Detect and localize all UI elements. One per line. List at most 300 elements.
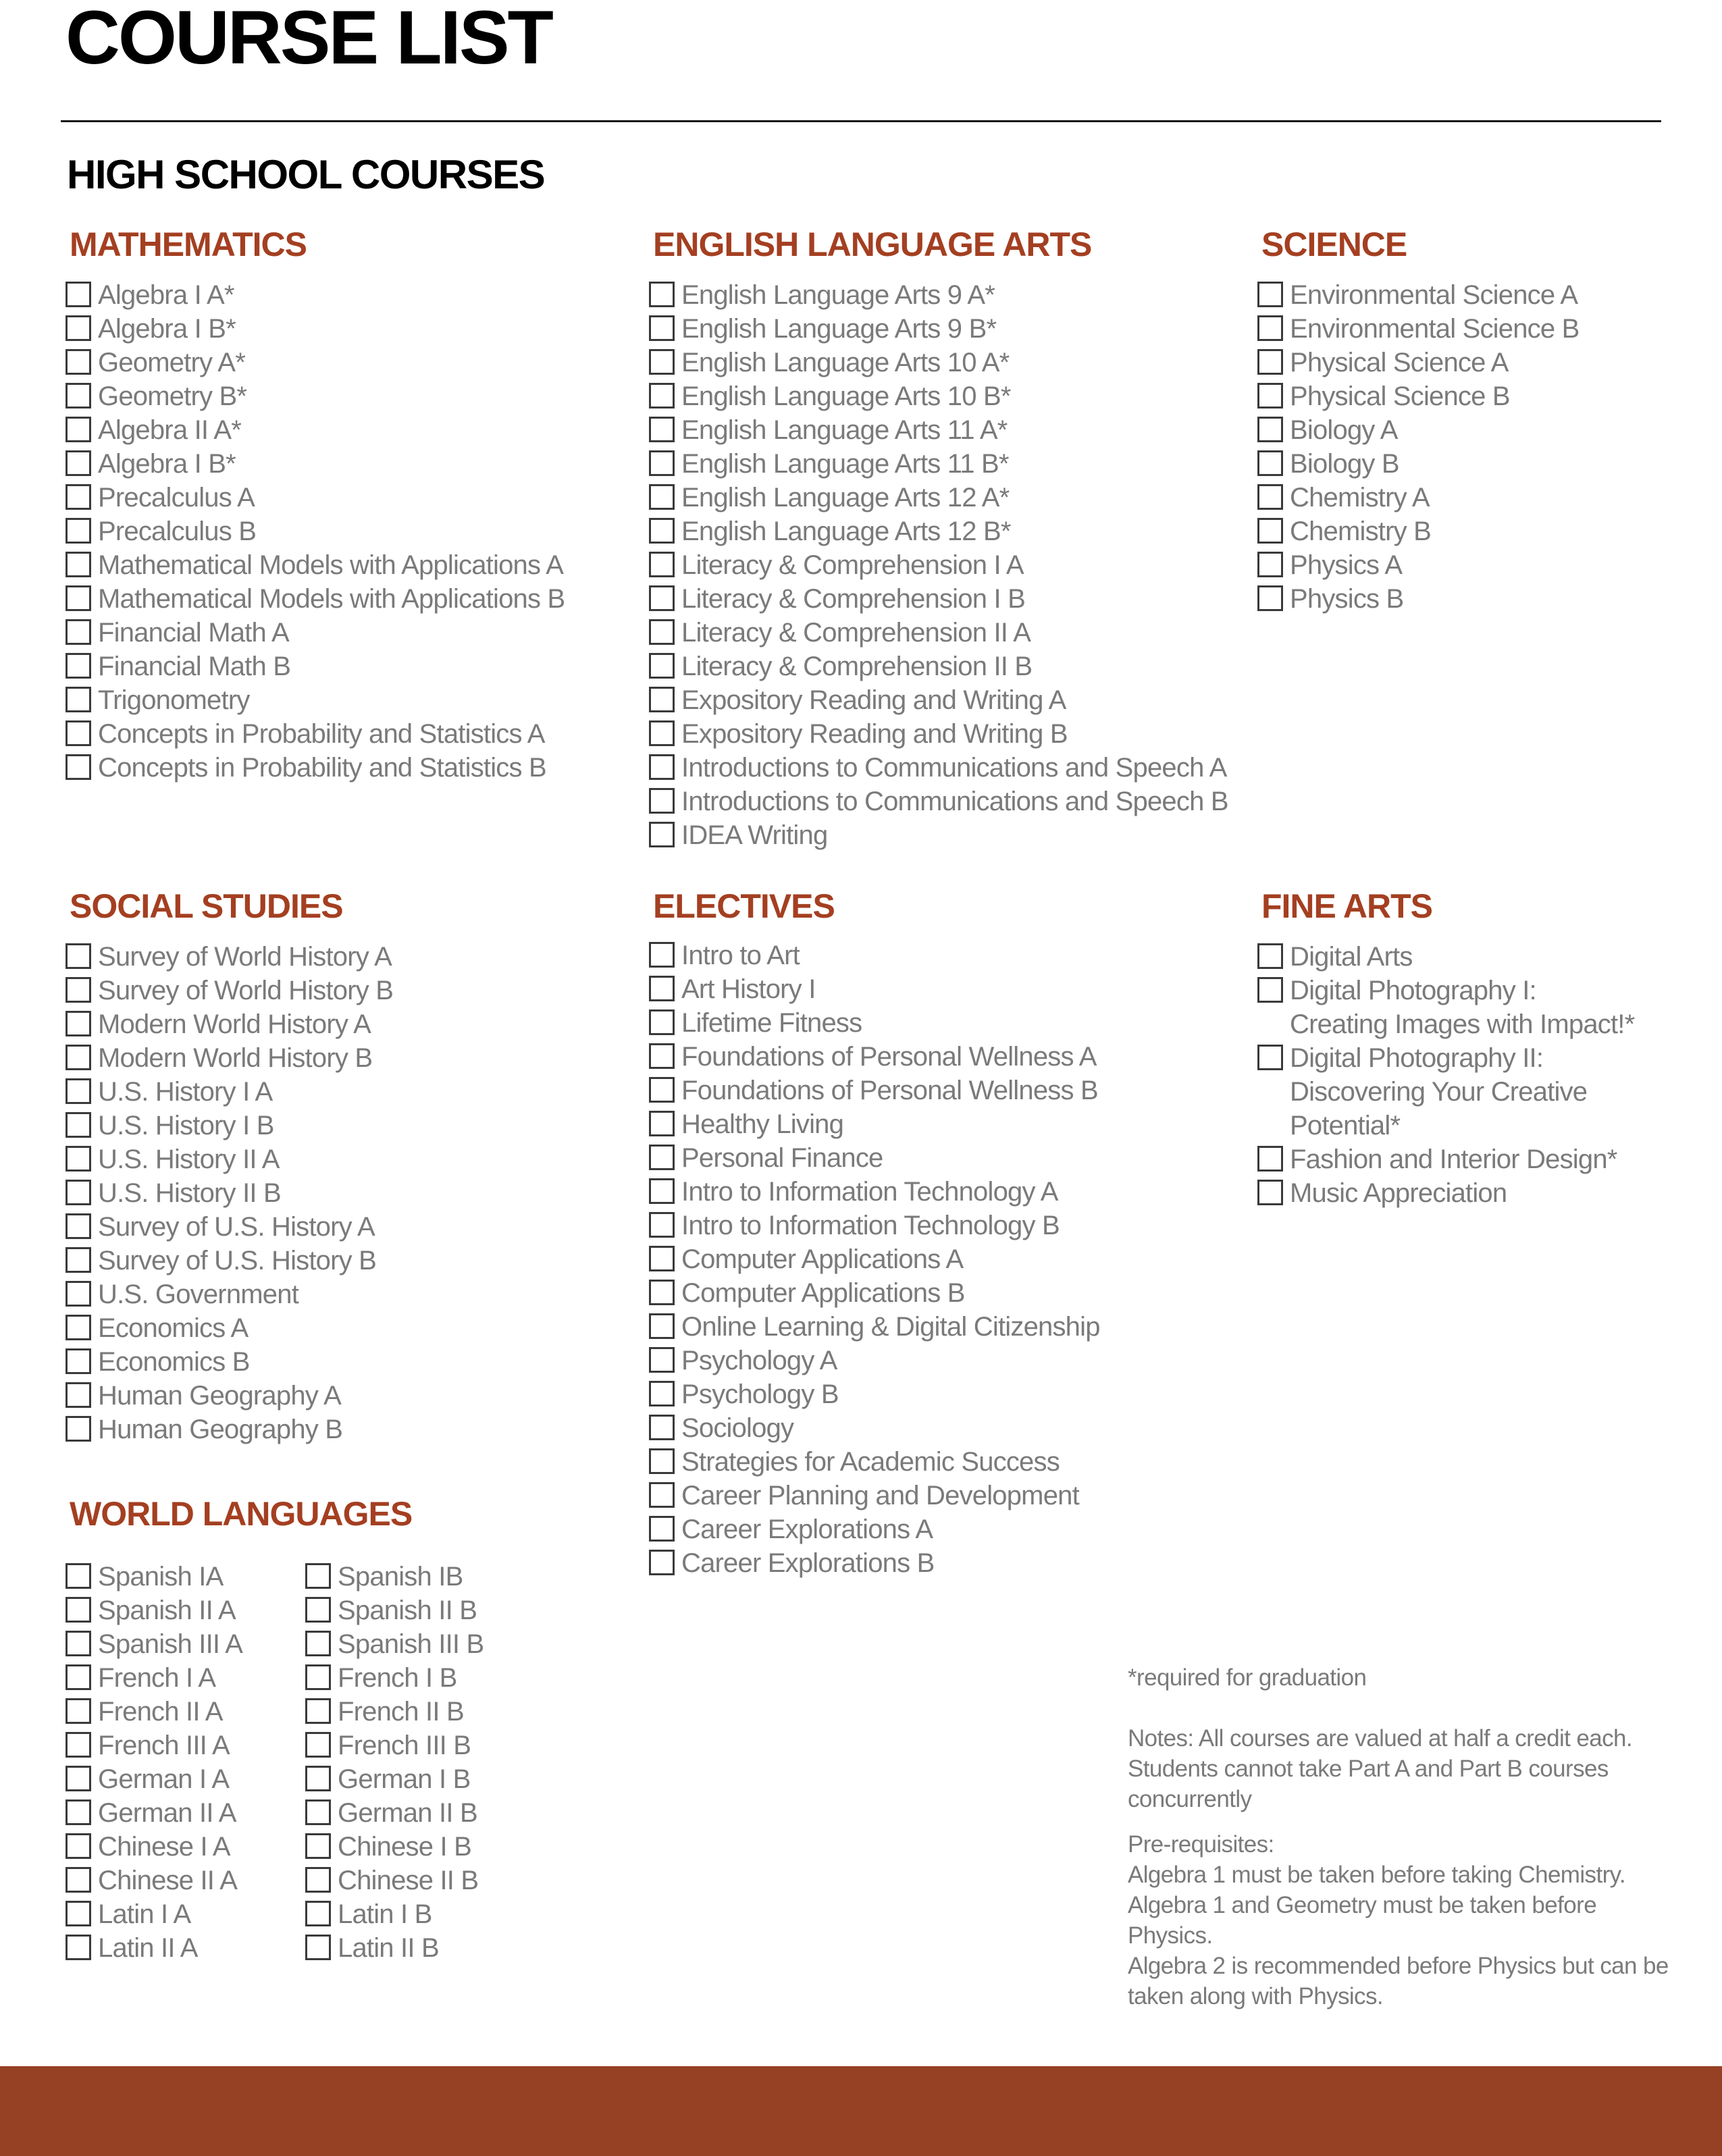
course-item	[1257, 278, 1580, 312]
course-item	[649, 1040, 1100, 1074]
course-checkbox[interactable]	[305, 1901, 331, 1926]
course-label: Foundations of Personal Wellness A	[681, 1042, 1097, 1072]
course-label: IDEA Writing	[681, 820, 828, 850]
course-checkbox[interactable]	[649, 822, 675, 847]
course-item	[649, 717, 1228, 751]
course-label: English Language Arts 10 B*	[681, 382, 1011, 411]
course-checkbox[interactable]	[66, 1698, 91, 1724]
course-checkbox[interactable]	[649, 1145, 675, 1170]
course-label: Digital Arts	[1290, 942, 1413, 972]
course-label: French II B	[338, 1697, 464, 1727]
course-label: U.S. History II B	[98, 1178, 281, 1208]
course-checkbox[interactable]	[649, 1212, 675, 1238]
course-label: Literacy & Comprehension I A	[681, 550, 1024, 580]
course-checkbox[interactable]	[649, 1280, 675, 1305]
course-checkbox[interactable]	[1257, 417, 1283, 442]
course-item	[66, 278, 565, 312]
course-checkbox[interactable]	[649, 754, 675, 780]
course-label: Survey of World History B	[98, 976, 394, 1005]
course-checkbox[interactable]	[1257, 282, 1283, 307]
course-item	[649, 346, 1228, 379]
course-checkbox[interactable]	[649, 1043, 675, 1069]
course-label: Spanish II A	[98, 1596, 236, 1625]
prerequisites-heading: Pre-requisites:	[1128, 1831, 1274, 1858]
course-checkbox[interactable]	[1257, 383, 1283, 409]
course-checkbox[interactable]	[649, 417, 675, 442]
course-label: French II A	[98, 1697, 223, 1727]
course-item	[305, 1695, 545, 1729]
course-checkbox[interactable]	[66, 1213, 91, 1239]
course-item	[305, 1897, 545, 1931]
course-checkbox[interactable]	[649, 687, 675, 712]
course-checkbox[interactable]	[66, 1732, 91, 1758]
course-item	[649, 785, 1228, 818]
course-label: Latin II A	[98, 1933, 198, 1963]
section-heading: FINE ARTS	[1261, 887, 1433, 925]
course-label: Environmental Science B	[1290, 314, 1580, 344]
course-checkbox[interactable]	[66, 754, 91, 780]
course-label: Survey of U.S. History B	[98, 1246, 377, 1276]
course-item	[66, 1897, 305, 1931]
course-label: Mathematical Models with Applications B	[98, 584, 565, 614]
course-checkbox[interactable]	[66, 484, 91, 510]
course-checkbox[interactable]	[649, 942, 675, 968]
course-label: Online Learning & Digital Citizenship	[681, 1312, 1100, 1342]
course-checkbox[interactable]	[66, 1078, 91, 1104]
course-checkbox[interactable]	[305, 1563, 331, 1589]
course-checkbox[interactable]	[649, 1516, 675, 1542]
course-checkbox[interactable]	[66, 1664, 91, 1690]
course-item	[649, 972, 1100, 1006]
course-label: Psychology B	[681, 1379, 839, 1409]
course-checkbox[interactable]	[66, 1901, 91, 1926]
course-checkbox[interactable]	[649, 450, 675, 476]
course-checkbox[interactable]	[649, 1550, 675, 1575]
course-label: Career Explorations A	[681, 1515, 933, 1544]
prerequisite-text: taken along with Physics.	[1128, 1983, 1383, 2009]
section-heading: SCIENCE	[1261, 226, 1407, 263]
course-label: U.S. Government	[98, 1280, 299, 1309]
course-item	[1257, 582, 1580, 616]
course-item	[66, 1007, 393, 1041]
course-checkbox[interactable]	[305, 1935, 331, 1960]
course-checkbox[interactable]	[649, 788, 675, 814]
section-heading: MATHEMATICS	[70, 226, 307, 263]
course-label: Sociology	[681, 1413, 794, 1443]
course-checkbox[interactable]	[66, 1416, 91, 1442]
course-label: Economics B	[98, 1347, 250, 1377]
course-checkbox[interactable]	[66, 1011, 91, 1036]
course-label: Algebra I B*	[98, 314, 236, 344]
course-item	[66, 1931, 305, 1965]
course-checkbox[interactable]	[649, 383, 675, 409]
course-item	[66, 1413, 393, 1446]
course-checkbox[interactable]	[66, 518, 91, 544]
course-label: Concepts in Probability and Statistics B	[98, 753, 546, 783]
course-checkbox[interactable]	[66, 1766, 91, 1791]
course-checkbox[interactable]	[66, 1281, 91, 1307]
course-list-part-a	[66, 1560, 305, 1965]
section-heading: SOCIAL STUDIES	[70, 887, 343, 925]
course-checkbox[interactable]	[66, 720, 91, 746]
course-label: Expository Reading and Writing A	[681, 685, 1066, 715]
course-list	[1257, 278, 1580, 616]
course-label: Financial Math A	[98, 618, 289, 648]
languages-columns	[66, 1560, 545, 1965]
course-checkbox[interactable]	[66, 1045, 91, 1070]
course-checkbox[interactable]	[649, 552, 675, 577]
section-heading: WORLD LANGUAGES	[70, 1495, 413, 1533]
course-label: Mathematical Models with Applications A	[98, 550, 564, 580]
course-item	[66, 447, 565, 481]
course-label: Algebra I A*	[98, 280, 234, 310]
course-item	[66, 616, 565, 650]
course-item	[649, 1006, 1100, 1040]
course-checkbox[interactable]	[305, 1631, 331, 1656]
course-item	[649, 278, 1228, 312]
course-checkbox[interactable]	[649, 1381, 675, 1406]
course-checkbox[interactable]	[66, 1563, 91, 1589]
course-checkbox[interactable]	[66, 417, 91, 442]
course-checkbox[interactable]	[649, 1415, 675, 1440]
required-note: *required for graduation	[1128, 1664, 1367, 1691]
course-item	[649, 548, 1228, 582]
course-item	[66, 1695, 305, 1729]
title-divider	[61, 120, 1661, 122]
fine-arts-section	[1257, 886, 1634, 1210]
course-label: U.S. History I B	[98, 1111, 274, 1140]
course-checkbox[interactable]	[66, 1382, 91, 1408]
course-checkbox[interactable]	[649, 976, 675, 1001]
course-checkbox[interactable]	[66, 383, 91, 409]
course-item	[649, 1107, 1100, 1141]
social-studies-section	[66, 886, 393, 1446]
course-label: Chemistry B	[1290, 517, 1432, 546]
course-checkbox[interactable]	[1257, 349, 1283, 375]
course-label: Geometry B*	[98, 382, 247, 411]
course-label: Introductions to Communications and Speech A	[681, 753, 1227, 783]
course-label: English Language Arts 12 A*	[681, 483, 1010, 512]
course-label: Healthy Living	[681, 1109, 844, 1139]
course-label: Modern World History B	[98, 1043, 373, 1073]
course-item	[66, 1109, 393, 1142]
course-checkbox[interactable]	[305, 1867, 331, 1893]
course-label: French I B	[338, 1663, 457, 1693]
course-checkbox[interactable]	[649, 1178, 675, 1204]
course-checkbox[interactable]	[649, 282, 675, 307]
course-item	[649, 751, 1228, 785]
course-checkbox[interactable]	[66, 1631, 91, 1656]
course-label-line: Creating Images with Impact!*	[1290, 1009, 1635, 1039]
course-item	[1257, 1041, 1634, 1142]
course-list	[1257, 940, 1634, 1210]
course-checkbox[interactable]	[66, 1180, 91, 1205]
course-checkbox[interactable]	[66, 687, 91, 712]
course-item	[305, 1560, 545, 1594]
course-label: U.S. History II A	[98, 1145, 280, 1174]
course-checkbox[interactable]	[66, 585, 91, 611]
prerequisite-text: Algebra 1 and Geometry must be taken before	[1128, 1892, 1597, 1918]
course-checkbox[interactable]	[649, 653, 675, 679]
course-label: Latin I A	[98, 1899, 191, 1929]
course-label: Literacy & Comprehension II B	[681, 652, 1033, 681]
course-checkbox[interactable]	[1257, 552, 1283, 577]
course-checkbox[interactable]	[1257, 484, 1283, 510]
course-item	[66, 1661, 305, 1695]
course-checkbox[interactable]	[66, 1348, 91, 1374]
course-label: Survey of U.S. History A	[98, 1212, 375, 1242]
course-label-line: Digital Photography II:	[1290, 1043, 1544, 1073]
page-subtitle: HIGH SCHOOL COURSES	[67, 152, 545, 197]
course-item	[66, 1560, 305, 1594]
course-label: Spanish IA	[98, 1562, 224, 1592]
course-item	[66, 650, 565, 683]
course-label: Modern World History A	[98, 1009, 371, 1039]
course-item	[66, 1830, 305, 1864]
course-label: Algebra I B*	[98, 449, 236, 479]
course-checkbox[interactable]	[66, 1112, 91, 1138]
course-label: English Language Arts 9 B*	[681, 314, 997, 344]
course-checkbox[interactable]	[649, 619, 675, 645]
course-item	[66, 1345, 393, 1379]
course-item	[649, 413, 1228, 447]
course-checkbox[interactable]	[305, 1799, 331, 1825]
course-label: Introductions to Communications and Speech B	[681, 787, 1228, 816]
course-checkbox[interactable]	[66, 1146, 91, 1172]
course-list	[66, 278, 565, 785]
course-label: Trigonometry	[98, 685, 250, 715]
course-item	[305, 1864, 545, 1897]
course-checkbox[interactable]	[649, 349, 675, 375]
course-label: Computer Applications A	[681, 1244, 964, 1274]
course-label: Career Planning and Development	[681, 1481, 1079, 1510]
course-item	[66, 1379, 393, 1413]
course-item	[649, 515, 1228, 548]
course-checkbox[interactable]	[66, 619, 91, 645]
course-item	[649, 1513, 1100, 1546]
course-item	[66, 1244, 393, 1278]
course-label-line: Digital Photography I:	[1290, 976, 1536, 1005]
course-checkbox[interactable]	[305, 1698, 331, 1724]
course-label: French III B	[338, 1731, 471, 1760]
course-checkbox[interactable]	[649, 720, 675, 746]
course-checkbox[interactable]	[66, 943, 91, 969]
course-checkbox[interactable]	[1257, 943, 1283, 969]
course-item	[305, 1661, 545, 1695]
course-item	[649, 683, 1228, 717]
course-label: Chinese I A	[98, 1832, 230, 1862]
section-heading: ELECTIVES	[653, 887, 835, 925]
course-item	[66, 1041, 393, 1075]
course-checkbox[interactable]	[649, 1246, 675, 1271]
course-label: English Language Arts 11 B*	[681, 449, 1009, 479]
course-item	[66, 940, 393, 974]
course-checkbox[interactable]	[66, 349, 91, 375]
course-item	[1257, 379, 1580, 413]
course-list	[649, 939, 1100, 1580]
course-item	[649, 1141, 1100, 1175]
course-item	[649, 447, 1228, 481]
course-label: French I A	[98, 1663, 216, 1693]
course-checkbox[interactable]	[66, 653, 91, 679]
course-item	[649, 1276, 1100, 1310]
course-list	[649, 278, 1228, 852]
course-item	[1257, 346, 1580, 379]
course-item	[649, 582, 1228, 616]
course-checkbox[interactable]	[305, 1833, 331, 1859]
course-checkbox[interactable]	[305, 1766, 331, 1791]
course-item	[649, 1445, 1100, 1479]
course-label: Computer Applications B	[681, 1278, 965, 1308]
course-checkbox[interactable]	[649, 1009, 675, 1035]
course-checkbox[interactable]	[1257, 585, 1283, 611]
course-label: Latin I B	[338, 1899, 432, 1929]
course-checkbox[interactable]	[66, 1315, 91, 1340]
course-checkbox[interactable]	[66, 1867, 91, 1893]
course-label	[1290, 974, 1634, 1041]
course-item	[649, 939, 1100, 972]
course-label: Spanish IB	[338, 1562, 463, 1592]
course-checkbox[interactable]	[649, 1077, 675, 1103]
course-checkbox[interactable]	[66, 282, 91, 307]
course-checkbox[interactable]	[1257, 977, 1283, 1003]
course-checkbox[interactable]	[305, 1597, 331, 1623]
course-item	[305, 1931, 545, 1965]
course-item	[66, 974, 393, 1007]
course-item	[66, 1627, 305, 1661]
course-checkbox[interactable]	[305, 1664, 331, 1690]
course-item	[305, 1627, 545, 1661]
course-checkbox[interactable]	[66, 1833, 91, 1859]
course-label: German II A	[98, 1798, 236, 1828]
course-item	[66, 1762, 305, 1796]
course-item	[66, 1142, 393, 1176]
course-label: Chinese I B	[338, 1832, 471, 1862]
prerequisite-text: Algebra 2 is recommended before Physics but can be	[1128, 1953, 1669, 1979]
mathematics-section	[66, 224, 565, 785]
course-item	[649, 312, 1228, 346]
course-checkbox[interactable]	[66, 1247, 91, 1273]
course-checkbox[interactable]	[66, 1597, 91, 1623]
course-item	[649, 616, 1228, 650]
course-item	[649, 650, 1228, 683]
course-item	[66, 1311, 393, 1345]
footer-bar	[0, 2066, 1722, 2156]
course-label: Human Geography A	[98, 1381, 341, 1411]
course-item	[66, 751, 565, 785]
course-label: Personal Finance	[681, 1143, 883, 1173]
course-label: English Language Arts 12 B*	[681, 517, 1011, 546]
course-label: Human Geography B	[98, 1415, 343, 1444]
course-item	[66, 1796, 305, 1830]
course-checkbox[interactable]	[1257, 518, 1283, 544]
course-item	[66, 582, 565, 616]
course-label: Career Explorations B	[681, 1548, 935, 1578]
course-checkbox[interactable]	[66, 315, 91, 341]
course-checkbox[interactable]	[649, 585, 675, 611]
course-checkbox[interactable]	[1257, 450, 1283, 476]
course-checkbox[interactable]	[1257, 1045, 1283, 1070]
course-label: Strategies for Academic Success	[681, 1447, 1060, 1477]
course-checkbox[interactable]	[66, 1935, 91, 1960]
course-label: Environmental Science A	[1290, 280, 1578, 310]
course-checkbox[interactable]	[66, 552, 91, 577]
ela-section	[649, 224, 1228, 852]
course-item	[66, 717, 565, 751]
course-list-part-b	[305, 1560, 545, 1965]
course-label: Biology B	[1290, 449, 1399, 479]
course-item	[66, 481, 565, 515]
course-checkbox[interactable]	[649, 1111, 675, 1136]
course-checkbox[interactable]	[649, 315, 675, 341]
course-checkbox[interactable]	[649, 1347, 675, 1373]
course-checkbox[interactable]	[649, 484, 675, 510]
course-label: Fashion and Interior Design*	[1290, 1145, 1617, 1174]
course-list	[66, 940, 393, 1446]
course-checkbox[interactable]	[1257, 315, 1283, 341]
course-item	[305, 1594, 545, 1627]
course-label: Precalculus B	[98, 517, 257, 546]
course-item	[1257, 312, 1580, 346]
course-item	[1257, 515, 1580, 548]
course-checkbox[interactable]	[1257, 1180, 1283, 1205]
course-item	[66, 1075, 393, 1109]
course-item	[66, 346, 565, 379]
course-item	[649, 1546, 1100, 1580]
course-label: Spanish III B	[338, 1629, 484, 1659]
course-checkbox[interactable]	[305, 1732, 331, 1758]
course-checkbox[interactable]	[1257, 1146, 1283, 1172]
course-checkbox[interactable]	[649, 1448, 675, 1474]
course-item	[66, 379, 565, 413]
course-checkbox[interactable]	[649, 1313, 675, 1339]
course-item	[66, 1278, 393, 1311]
course-checkbox[interactable]	[66, 1799, 91, 1825]
course-label: Intro to Information Technology A	[681, 1177, 1058, 1207]
course-label: Algebra II A*	[98, 415, 241, 445]
course-label: Physics B	[1290, 584, 1404, 614]
course-checkbox[interactable]	[649, 1482, 675, 1508]
course-label: Physics A	[1290, 550, 1403, 580]
course-checkbox[interactable]	[66, 977, 91, 1003]
course-label: English Language Arts 9 A*	[681, 280, 995, 310]
course-checkbox[interactable]	[649, 518, 675, 544]
course-label: Latin II B	[338, 1933, 439, 1963]
course-item	[66, 1594, 305, 1627]
course-label: Lifetime Fitness	[681, 1008, 862, 1038]
course-label	[1290, 1041, 1587, 1142]
course-item	[649, 1074, 1100, 1107]
course-item	[1257, 974, 1634, 1041]
course-item	[66, 1864, 305, 1897]
course-item	[305, 1830, 545, 1864]
course-label: German I A	[98, 1764, 230, 1794]
course-item	[649, 1310, 1100, 1344]
course-label: Spanish III A	[98, 1629, 243, 1659]
course-label: English Language Arts 11 A*	[681, 415, 1008, 445]
course-label: Physical Science B	[1290, 382, 1510, 411]
course-item	[66, 548, 565, 582]
course-label-line: Discovering Your Creative	[1290, 1077, 1588, 1107]
course-item	[649, 379, 1228, 413]
course-item	[649, 1175, 1100, 1209]
notes-text: Students cannot take Part A and Part B courses	[1128, 1756, 1609, 1782]
notes-text: concurrently	[1128, 1786, 1252, 1812]
course-label: Foundations of Personal Wellness B	[681, 1076, 1098, 1105]
course-checkbox[interactable]	[66, 450, 91, 476]
course-item	[1257, 1176, 1634, 1210]
course-label: Survey of World History A	[98, 942, 392, 972]
